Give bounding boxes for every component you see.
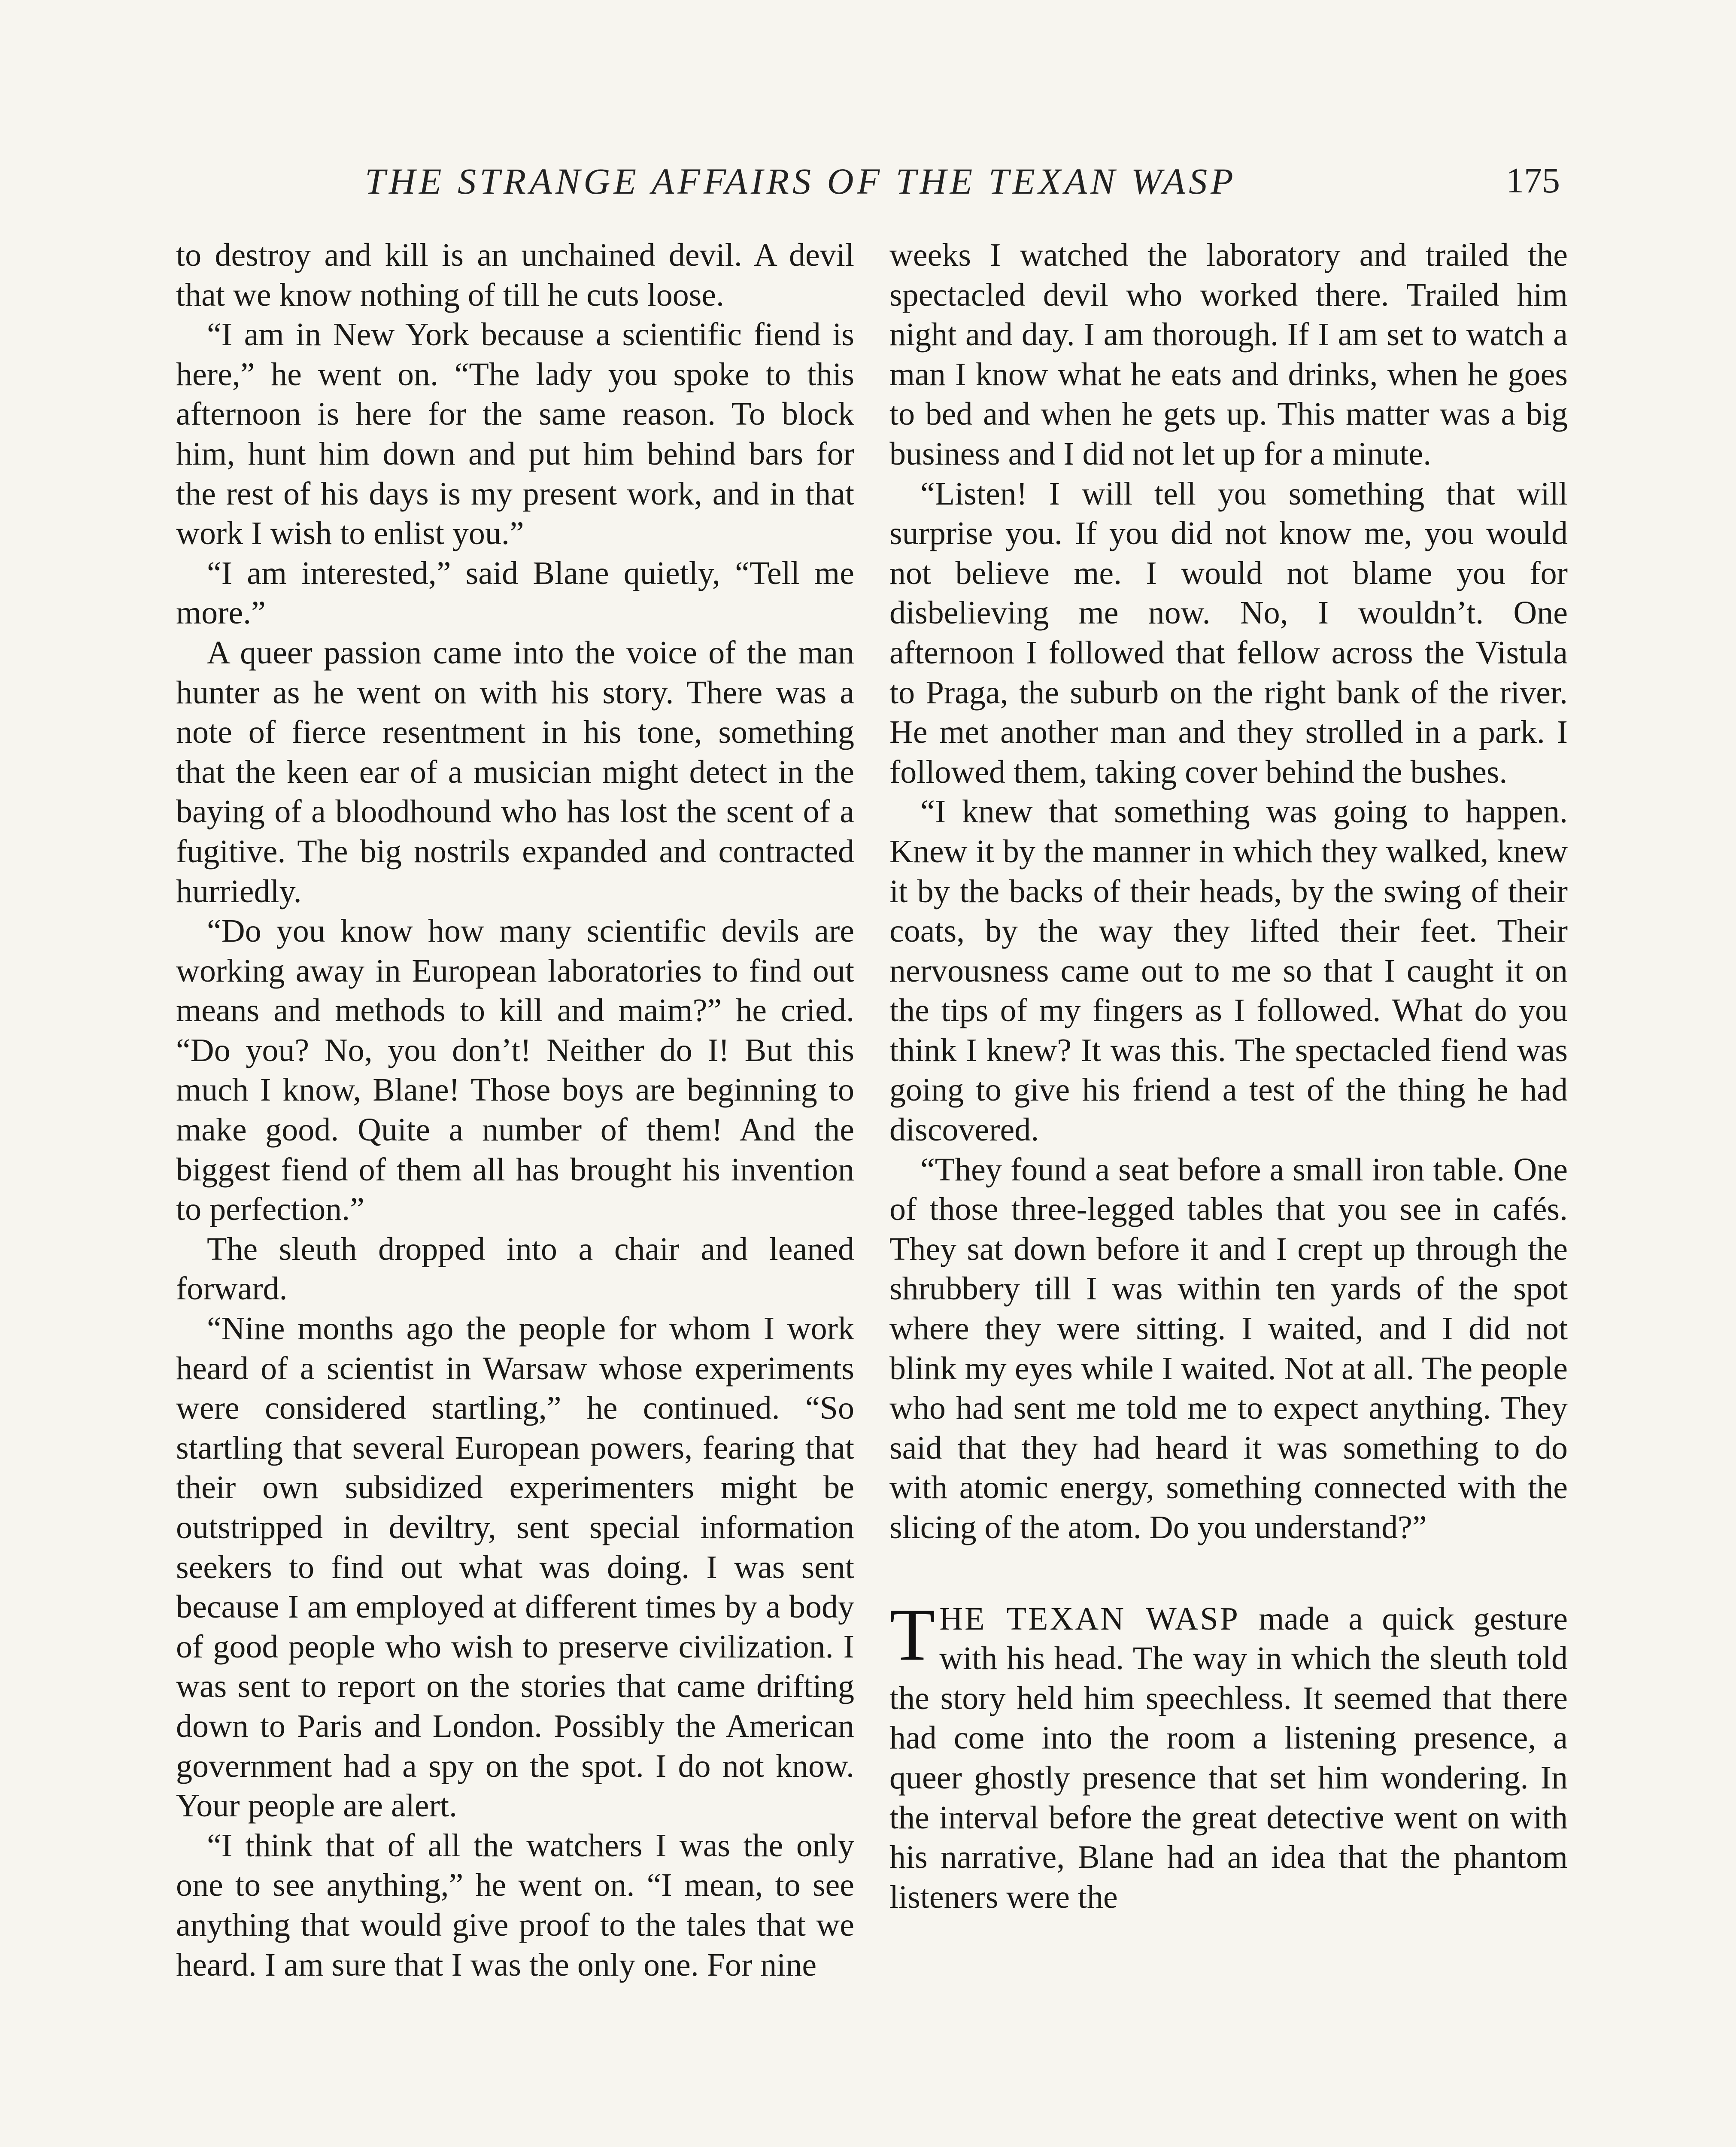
left-column [176,235,854,2147]
right-column [889,235,1568,2147]
drop-cap: T [889,1593,935,1676]
paragraph: “I am interested,” said Blane quietly, “Tell me more.” [176,555,854,631]
paragraph: to destroy and kill is an unchained devil. A devil that we know nothing of till he cuts loose. [176,237,854,313]
paragraph: “They found a seat before a small iron table. One of those three-legged tables that you see in cafés. They sat down before it and I crept up through the shrubbery till I was within ten yards of the spot where they were sitting. I waited, and I did not blink my eyes while I waited. Not at all. The people who had sent me told me to expect anything. They said that they had heard it was something to do with atomic energy, something connected with the slicing of the atom. Do you understand?” [889,1151,1568,1545]
paragraph: “Nine months ago the people for whom I work heard of a scientist in Warsaw whose experiments were considered startling,” he continued. “So startling that several European powers, fearing that their own subsidized experimenters might be outstripped in deviltry, sent special information seekers to find out what was doing. I was sent because I am employed at different times by a body of good people who wish to preserve civilization. I was sent to report on the stories that came drifting down to Paris and London. Possibly the American government had a spy on the spot. I do not know. Your people are alert. [176,1311,854,1824]
paragraph: A queer passion came into the voice of the man hunter as he went on with his story. There was a note of fierce resentment in his tone, something that the keen ear of a musician might detect in the baying of a bloodhound who has lost the scent of a fugitive. The big nostrils expanded and contracted hurriedly. [176,634,854,909]
running-head [176,160,1560,207]
paragraph: “I think that of all the watchers I was the only one to see anything,” he went on. “I mean, to see anything that would give proof to the tales that we heard. I am sure that I was the only one. For nine [176,1827,854,1983]
paragraph: The sleuth dropped into a chair and leaned forward. [176,1231,854,1307]
section-lead-in: HE TEXAN WASP [939,1600,1240,1637]
paragraph: weeks I watched the laboratory and trailed the spectacled devil who worked there. Trailed him night and day. I am thorough. If I am set to watch a man I know what he eats and drinks, when he goes to bed and when he gets up. This matter was a big business and I did not let up for a minute. [889,237,1568,472]
paragraph: “I am in New York because a scientific fiend is here,” he went on. “The lady you spoke to this afternoon is here for the same reason. To block him, hunt him down and put him behind bars for the rest of his days is my present work, and in that work I wish to enlist you.” [176,316,854,552]
paragraph: “Do you know how many scientific devils are working away in European laboratories to find out means and methods to kill and maim?” he cried. “Do you? No, you don’t! Neither do I! But this much I know, Blane! Those boys are beginning to make good. Quite a number of them! And the biggest fiend of them all has brought his invention to perfection.” [176,913,854,1228]
running-title: THE STRANGE AFFAIRS OF THE TEXAN WASP [365,161,1237,202]
section-body: made a quick gesture with his head. The way in which the sleuth told the story held him speechless. It seemed that there had come into the room a listening presence, a queer ghostly presence that set him wondering. In the interval before the great detective went on with his narrative, Blane had an idea that the phantom listeners were the [889,1600,1568,1915]
section-opening-paragraph [889,1593,1568,1917]
page-number: 175 [1506,161,1560,201]
paragraph: “Listen! I will tell you something that will surprise you. If you did not know me, you would not believe me. I would not blame you for disbelieving me now. No, I wouldn’t. One afternoon I followed that fellow across the Vistula to Praga, the suburb on the right bank of the river. He met another man and they strolled in a park. I followed them, taking cover behind the bushes. [889,475,1568,790]
paragraph: “I knew that something was going to happen. Knew it by the manner in which they walked, knew it by the backs of their heads, by the swing of their coats, by the way they lifted their feet. Their nervousness came out to me so that I caught it on the tips of my fingers as I followed. What do you think I knew? It was this. The spectacled fiend was going to give his friend a test of the thing he had discovered. [889,794,1568,1148]
